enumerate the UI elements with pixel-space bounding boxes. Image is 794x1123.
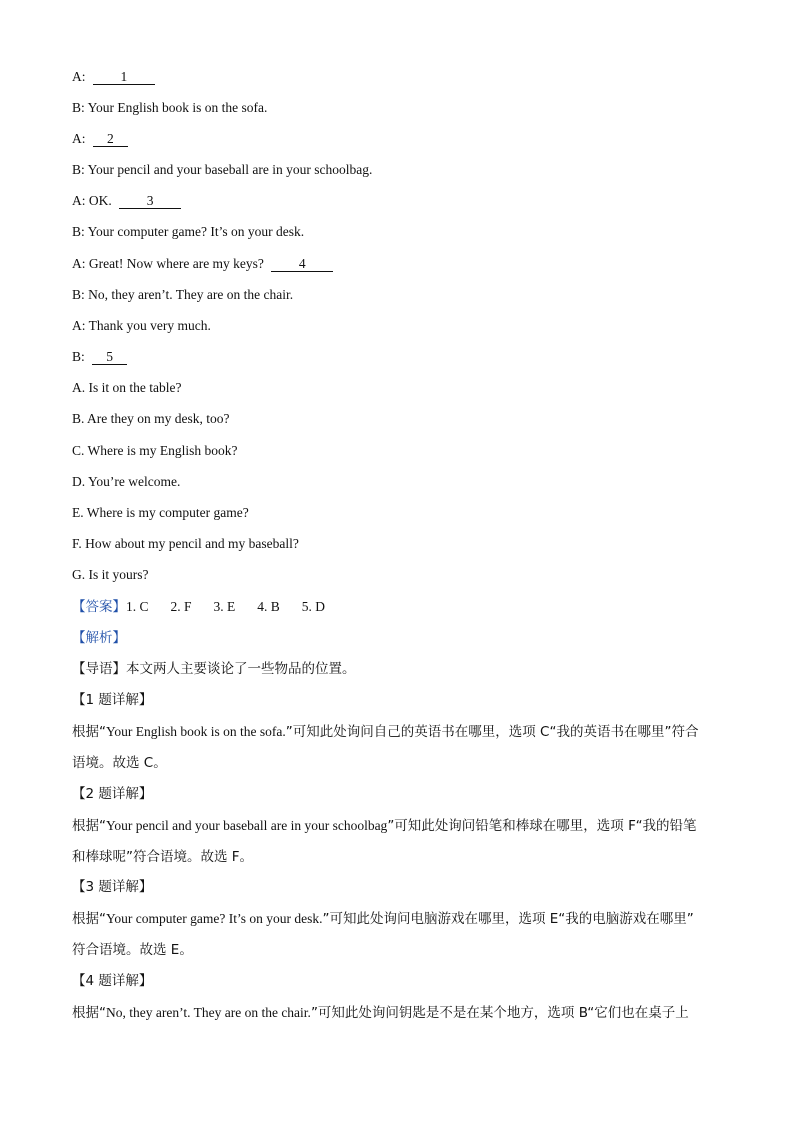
detail-2-heading: 【2 题详解】 [72, 786, 153, 802]
detail-3-body [72, 903, 722, 966]
detail-3-heading: 【3 题详解】 [72, 879, 153, 895]
quote-open: 根据“ [72, 911, 106, 927]
detail-1-quote: Your English book is on the sofa. [106, 724, 286, 739]
dialogue-line-8 [72, 286, 293, 304]
dialogue-text: No, they aren’t. They are on the chair. [88, 287, 294, 302]
option-g: G. Is it yours? [72, 567, 149, 582]
speaker: A: [72, 193, 86, 208]
detail-1-line-1 [72, 716, 722, 748]
speaker: A: [72, 69, 86, 84]
speaker: B: [72, 287, 85, 302]
guide-text: 本文两人主要谈论了一些物品的位置。 [126, 661, 356, 677]
speaker: A: [72, 256, 86, 271]
detail-2-line-1 [72, 810, 722, 842]
dialogue-text: Your computer game? It’s on your desk. [87, 224, 305, 239]
answer-item-1: 1. C [126, 599, 149, 614]
dialogue-line-3 [72, 130, 128, 148]
dialogue-line-7 [72, 255, 333, 273]
dialogue-text: Your English book is on the sofa. [87, 100, 268, 115]
speaker: A: [72, 131, 86, 146]
speaker: B: [72, 162, 85, 177]
dialogue-text: Thank you very much. [88, 318, 211, 333]
guide-line [72, 660, 356, 678]
option-f: F. How about my pencil and my baseball? [72, 536, 299, 551]
detail-2-quote: Your pencil and your baseball are in your schoolbag [106, 818, 388, 833]
speaker: B: [72, 224, 85, 239]
option-b: B. Are they on my desk, too? [72, 411, 230, 426]
answer-item-3: 3. E [213, 599, 236, 614]
detail-1-heading: 【1 题详解】 [72, 692, 153, 708]
dialogue-line-4 [72, 161, 372, 179]
detail-4-heading: 【4 题详解】 [72, 973, 153, 989]
dialogue-line-6 [72, 223, 304, 241]
option-e: E. Where is my computer game? [72, 505, 249, 520]
detail-1-body [72, 716, 722, 779]
quote-open: 根据“ [72, 724, 106, 740]
answer-item-5: 5. D [301, 599, 326, 614]
detail-4-body [72, 997, 722, 1029]
guide-label: 【导语】 [72, 661, 126, 677]
detail-1-line-2: 语境。故选 C。 [72, 755, 167, 771]
dialogue-line-1 [72, 68, 155, 86]
answer-blank-3: 3 [119, 193, 181, 209]
answer-item-2: 2. F [170, 599, 192, 614]
option-a: A. Is it on the table? [72, 380, 182, 395]
answer-blank-4: 4 [271, 256, 333, 272]
answer-line [72, 598, 347, 616]
answer-label: 【答案】 [72, 599, 126, 615]
option-c: C. Where is my English book? [72, 443, 238, 458]
answer-blank-5: 5 [92, 349, 127, 365]
detail-4-line-1 [72, 997, 722, 1029]
detail-3-explanation: ”可知此处询问电脑游戏在哪里，选项 E“我的电脑游戏在哪里” [322, 911, 694, 927]
dialogue-text: OK. [88, 193, 112, 208]
analysis-label: 【解析】 [72, 630, 126, 646]
detail-4-quote: No, they aren’t. They are on the chair. [106, 1005, 311, 1020]
dialogue-line-2 [72, 99, 267, 117]
detail-4-explanation: ”可知此处询问钥匙是不是在某个地方，选项 B“它们也在桌子上 [310, 1005, 689, 1021]
dialogue-text: Great! Now where are my keys? [88, 256, 264, 271]
dialogue-text: Your pencil and your baseball are in your schoolbag. [87, 162, 373, 177]
detail-3-line-1 [72, 903, 722, 935]
speaker: B: [72, 100, 85, 115]
detail-3-line-2: 符合语境。故选 E。 [72, 942, 193, 958]
speaker: A: [72, 318, 86, 333]
analysis-heading [72, 629, 126, 647]
detail-1-explanation: ”可知此处询问自己的英语书在哪里，选项 C“我的英语书在哪里”符合 [285, 724, 699, 740]
answer-blank-2: 2 [93, 131, 128, 147]
option-d: D. You’re welcome. [72, 474, 181, 489]
quote-open: 根据“ [72, 1005, 106, 1021]
dialogue-line-5 [72, 192, 181, 210]
detail-3-quote: Your computer game? It’s on your desk. [106, 911, 323, 926]
detail-2-explanation: ”可知此处询问铅笔和棒球在哪里，选项 F“我的铅笔 [387, 818, 697, 834]
dialogue-line-10 [72, 348, 127, 366]
answer-blank-1: 1 [93, 69, 155, 85]
dialogue-line-9 [72, 317, 211, 335]
detail-2-body [72, 810, 722, 873]
quote-open: 根据“ [72, 818, 106, 834]
detail-2-line-2: 和棒球呢”符合语境。故选 F。 [72, 849, 254, 865]
answer-item-4: 4. B [257, 599, 280, 614]
speaker: B: [72, 349, 85, 364]
